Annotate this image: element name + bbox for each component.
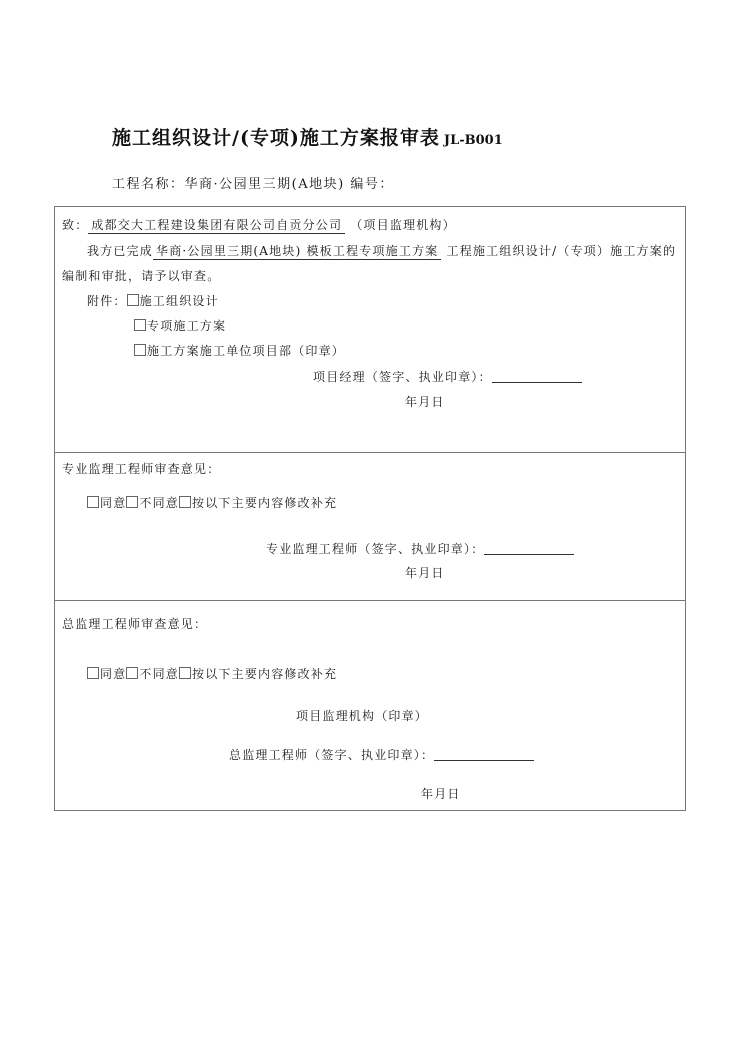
- project-name-label: 工程名称：华商·公园里三期(A地块): [112, 177, 345, 192]
- chief-review-heading: 总监理工程师审查意见：: [62, 617, 208, 631]
- specialist-agree-checkbox[interactable]: [87, 496, 99, 508]
- specialist-disagree-checkbox[interactable]: [126, 496, 138, 508]
- section-divider: [55, 452, 685, 453]
- addressee-prefix: 致：: [62, 218, 89, 232]
- form-code: JL-B001: [443, 133, 503, 148]
- chief-options-row: [87, 665, 337, 682]
- attachments-label: 附件：: [87, 294, 127, 308]
- specialist-revise-checkbox[interactable]: [179, 496, 191, 508]
- option-label: 不同意: [139, 496, 180, 510]
- completion-suffix: 工程施工组织设计/（专项）施工方案的: [446, 244, 677, 258]
- section-divider: [55, 600, 685, 601]
- attachment-checkbox-construction-design[interactable]: [127, 294, 139, 306]
- section2-date: 年月日: [405, 566, 445, 580]
- chief-signature-label: 总监理工程师（签字、执业印章）：: [229, 748, 435, 762]
- addressee-line: [62, 216, 456, 233]
- chief-signature-row: [229, 746, 534, 763]
- option-label: 同意: [100, 667, 127, 681]
- specialist-signature-label: 专业监理工程师（签字、执业印章）：: [266, 542, 485, 556]
- project-manager-signature-row: [313, 368, 582, 385]
- section3-date: 年月日: [421, 787, 461, 801]
- project-info-line: [112, 173, 394, 192]
- option-label: 按以下主要内容修改补充: [192, 496, 338, 510]
- attachment-checkbox-unit-stamp[interactable]: [134, 344, 146, 356]
- completion-statement: [87, 242, 676, 259]
- chief-agree-checkbox[interactable]: [87, 667, 99, 679]
- attachment-label: 专项施工方案: [147, 319, 227, 333]
- form-title-text: 施工组织设计/(专项)施工方案报审表: [112, 127, 440, 149]
- addressee-company-field[interactable]: 成都交大工程建设集团有限公司自贡分公司: [88, 218, 345, 234]
- project-manager-signature-label: 项目经理（签字、执业印章）：: [313, 370, 492, 384]
- option-label: 同意: [100, 496, 127, 510]
- specialist-signature-field[interactable]: [484, 542, 574, 555]
- completion-project-field[interactable]: 华商·公园里三期(A地块) 模板工程专项施工方案: [153, 244, 441, 260]
- attachment-label: 施工组织设计: [139, 294, 219, 308]
- completion-statement-line2: 编制和审批，请予以审查。: [62, 269, 221, 283]
- attachment-row-1: [87, 292, 219, 309]
- project-manager-signature-field[interactable]: [492, 370, 582, 383]
- chief-revise-checkbox[interactable]: [179, 667, 191, 679]
- form-title: [112, 123, 503, 150]
- attachment-row-2: [134, 317, 226, 334]
- supervision-org-stamp: 项目监理机构（印章）: [296, 709, 429, 723]
- review-form-table: [54, 206, 686, 811]
- specialist-review-heading: 专业监理工程师审查意见：: [62, 462, 221, 476]
- addressee-suffix: （项目监理机构）: [350, 218, 456, 232]
- option-label: 不同意: [139, 667, 180, 681]
- attachment-row-3: [134, 342, 345, 359]
- option-label: 按以下主要内容修改补充: [192, 667, 338, 681]
- chief-signature-field[interactable]: [434, 748, 534, 761]
- section1-date: 年月日: [405, 395, 445, 409]
- attachment-label: 施工方案施工单位项目部（印章）: [147, 344, 346, 358]
- specialist-options-row: [87, 494, 337, 511]
- attachment-checkbox-special-plan[interactable]: [134, 319, 146, 331]
- completion-prefix: 我方已完成: [87, 244, 154, 258]
- specialist-signature-row: [266, 540, 574, 557]
- chief-disagree-checkbox[interactable]: [126, 667, 138, 679]
- form-number-label: 编号：: [350, 177, 394, 192]
